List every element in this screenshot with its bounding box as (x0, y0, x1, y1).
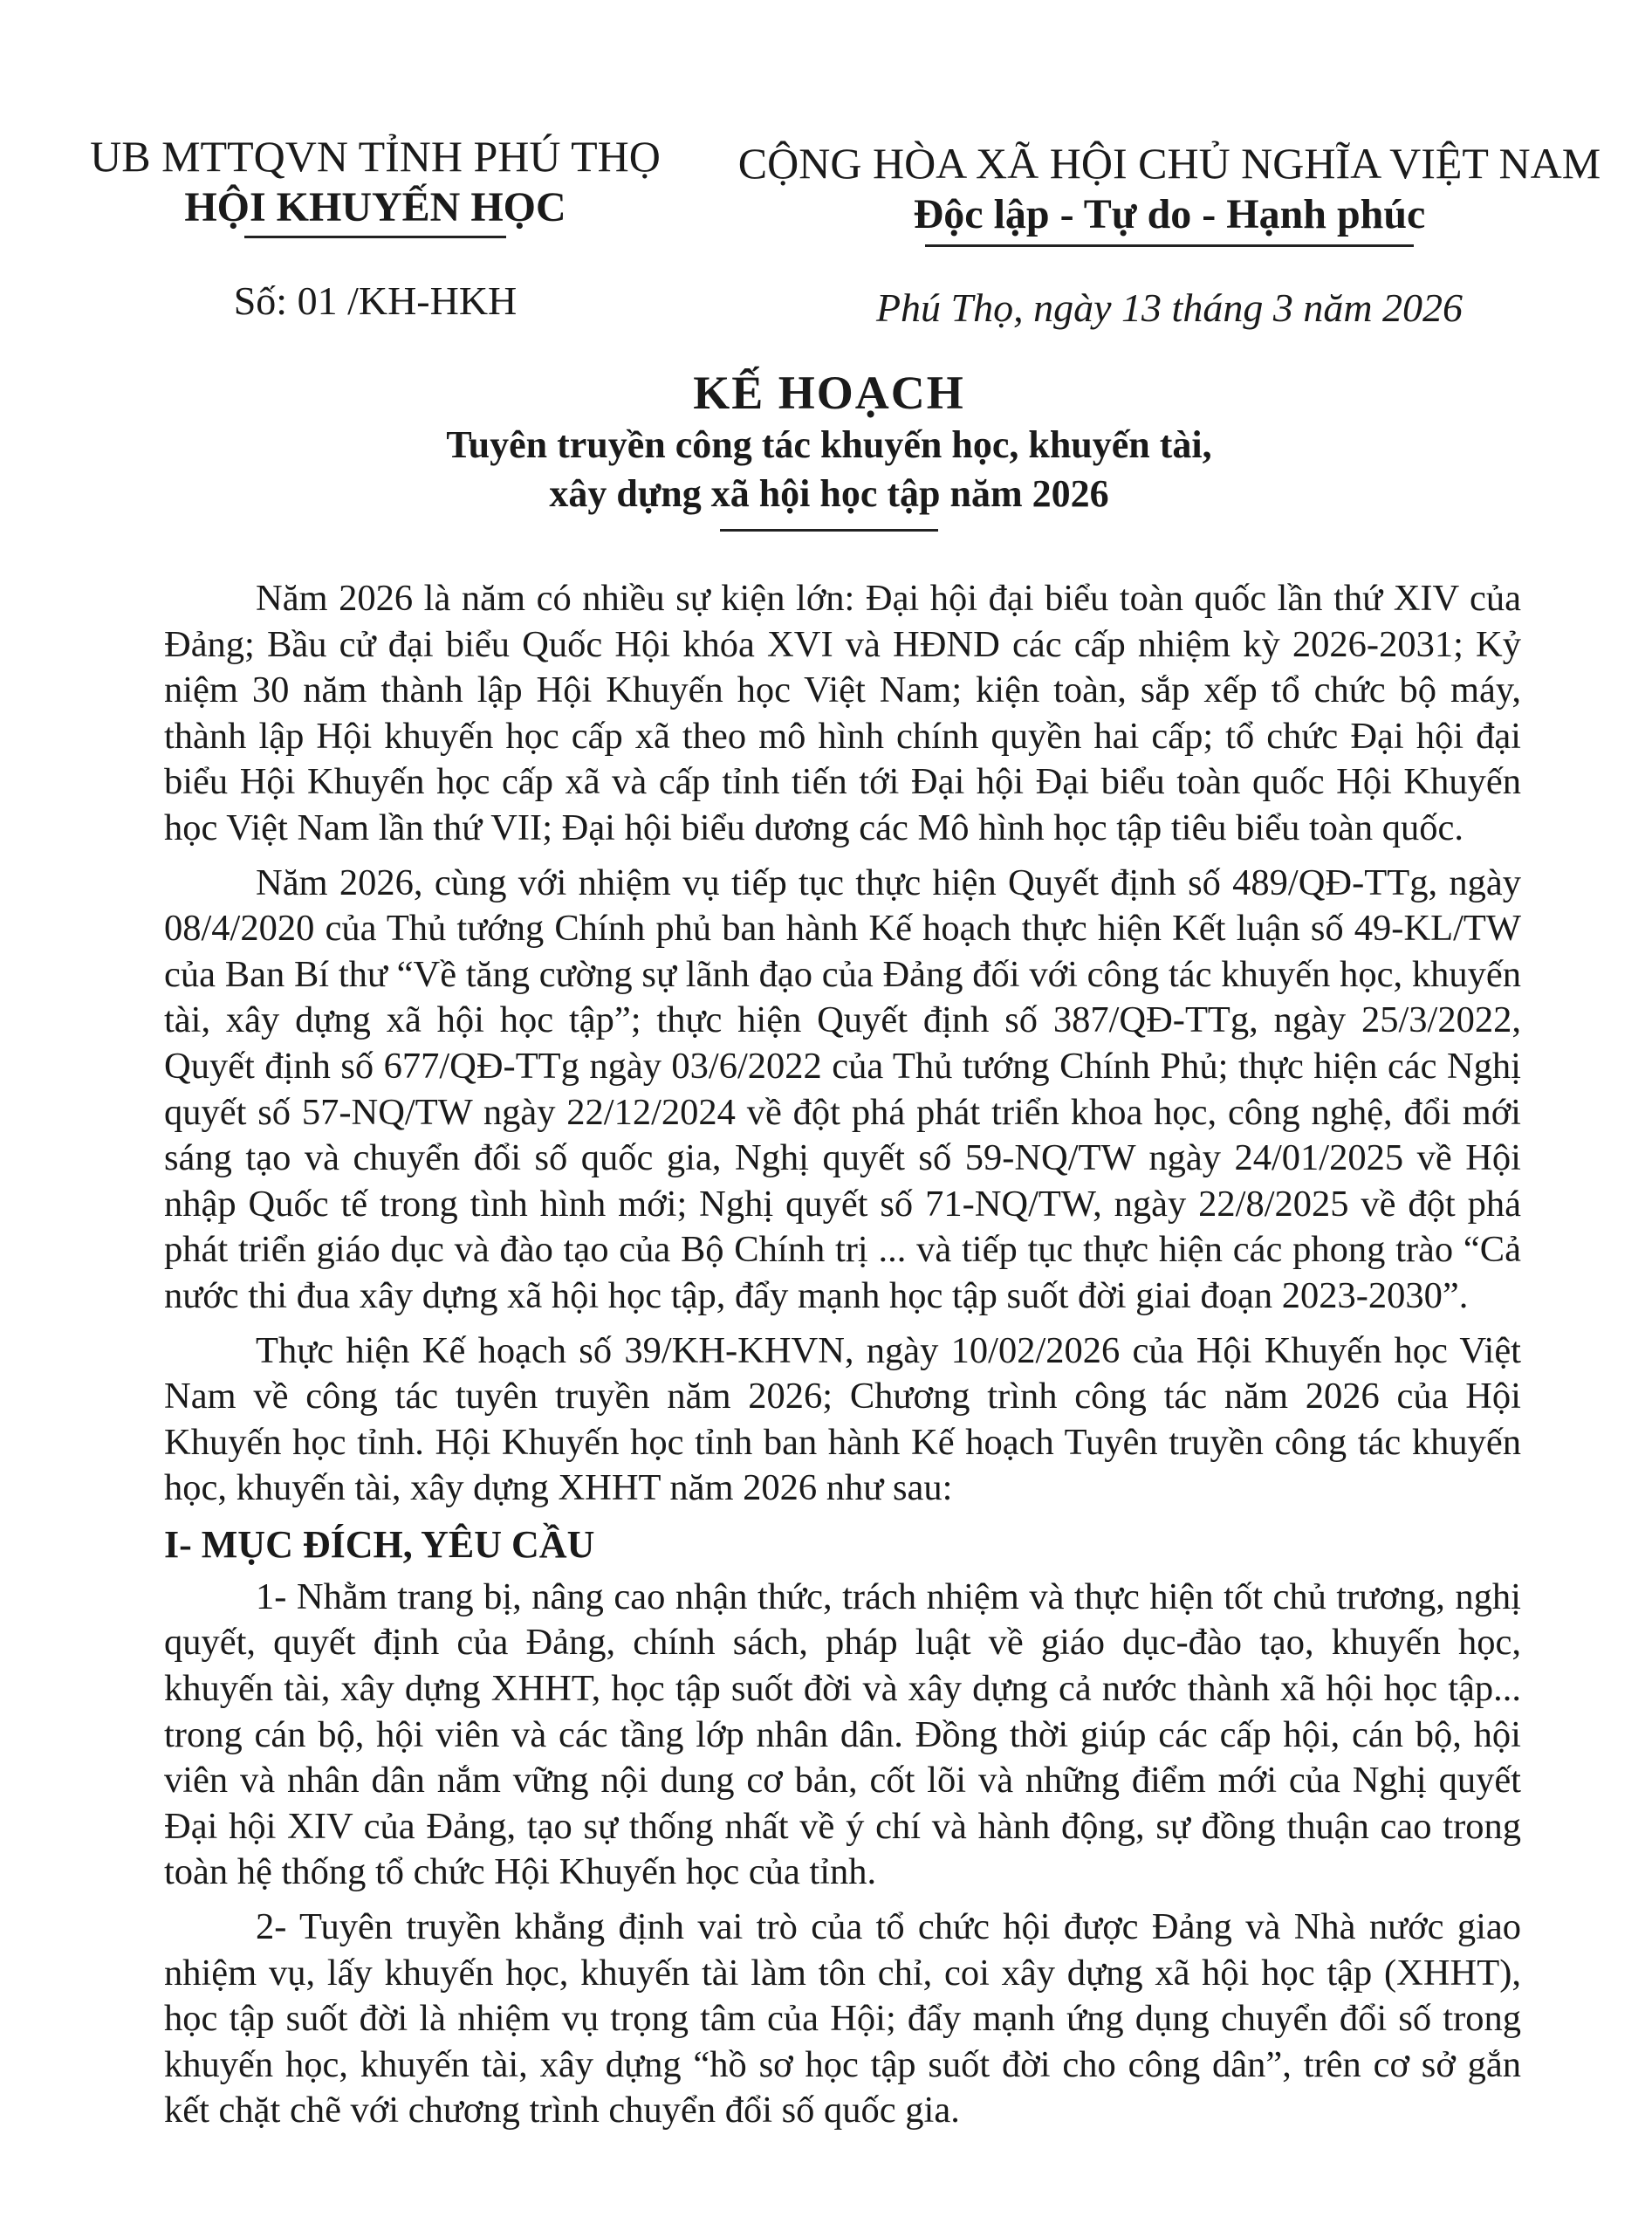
list-item-1: 1- Nhằm trang bị, nâng cao nhận thức, trách nhiệm và thực hiện tốt chủ trương, nghị quyết, quyết định của Đảng, chính sách, pháp luật về giáo dục-đào tạo, khuyến học, khuyến tài, xây dựng XHHT, học tập suốt đời và xây dựng cả nước thành xã hội học tập... trong cán bộ, hội viên và các tầng lớp nhân dân. Đồng thời giúp các cấp hội, cán bộ, hội viên và nhân dân nắm vững nội dung cơ bản, cốt lõi và những điểm mới của Nghị quyết Đại hội XIV của Đảng, tạo sự thống nhất về ý chí và hành động, sự đồng thuận cao trong toàn hệ thống tổ chức Hội Khuyến học của tỉnh. (164, 1575, 1521, 1893)
national-motto: Độc lập - Tự do - Hạnh phúc (913, 191, 1426, 237)
paragraph-context: Năm 2026, cùng với nhiệm vụ tiếp tục thực hiện Quyết định số 489/QĐ-TTg, ngày 08/4/2020 của Thủ tướng Chính phủ ban hành Kế hoạch thực hiện Kết luận số 49-KL/TW của Ban Bí thư “Về tăng cường sự lãnh đạo của Đảng đối với công tác khuyến học, khuyến tài, xây dựng xã hội học tập”; thực hiện Quyết định số 387/QĐ-TTg, ngày 25/3/2022, Quyết định số 677/QĐ-TTg ngày 03/6/2022 của Thủ tướng Chính Phủ; thực hiện các Nghị quyết số 57-NQ/TW ngày 22/12/2024 về đột phá phát triển khoa học, công nghệ, đổi mới sáng tạo và chuyển đổi số quốc gia, Nghị quyết số 59-NQ/TW ngày 24/01/2025 về Hội nhập Quốc tế trong tình hình mới; Nghị quyết số 71-NQ/TW, ngày 22/8/2025 về đột phá phát triển giáo dục và đào tạo của Bộ Chính trị ... và tiếp tục thực hiện các phong trào “Cả nước thi đua xây dựng xã hội học tập, đẩy mạnh học tập suốt đời giai đoạn 2023-2030”. (164, 861, 1521, 1316)
paragraph-intro: Năm 2026 là năm có nhiều sự kiện lớn: Đại hội đại biểu toàn quốc lần thứ XIV của Đảng; Bầu cử đại biểu Quốc Hội khóa XVI và HĐND các cấp nhiệm kỳ 2026-2031; Kỷ niệm 30 năm thành lập Hội Khuyến học Việt Nam; kiện toàn, sắp xếp tổ chức bộ máy, thành lập Hội khuyến học cấp xã theo mô hình chính quyền hai cấp; tổ chức Đại hội đại biểu Hội Khuyến học cấp xã và cấp tỉnh tiến tới Đại hội Đại biểu toàn quốc Hội Khuyến học Việt Nam lần thứ VII; Đại hội biểu dương các Mô hình học tập tiêu biểu toàn quốc. (164, 578, 1521, 848)
title-line-1: Tuyên truyền công tác khuyến học, khuyến tài, (446, 423, 1212, 466)
motto-underline (925, 244, 1414, 247)
title-line-2: xây dựng xã hội học tập năm 2026 (549, 472, 1109, 515)
document-number: Số: 01 /KH-HKH (233, 278, 518, 323)
nation-name: CỘNG HÒA XÃ HỘI CHỦ NGHĨA VIỆT NAM (737, 139, 1601, 188)
document-type-title: KẾ HOẠCH (693, 367, 965, 419)
list-item-2: 2- Tuyên truyền khẳng định vai trò của tổ chức hội được Đảng và Nhà nước giao nhiệm vụ, lấy khuyến học, khuyến tài làm tôn chỉ, coi xây dựng xã hội học tập (XHHT), học tập suốt đời là nhiệm vụ trọng tâm của Hội; đẩy mạnh ứng dụng chuyển đổi số trong khuyến học, khuyến tài, xây dựng “hồ sơ học tập suốt đời cho công dân”, trên cơ sở gắn kết chặt chẽ với chương trình chuyển đổi số quốc gia. (164, 1906, 1521, 2131)
section-heading-purpose: I- MỤC ĐÍCH, YÊU CẦU (164, 1522, 595, 1566)
parent-organization: UB MTTQVN TỈNH PHÚ THỌ (90, 132, 661, 181)
document-title-block (105, 365, 1553, 532)
organization-name: HỘI KHUYẾN HỌC (184, 184, 566, 230)
issuing-agency-block (70, 131, 681, 238)
document-body (164, 576, 1521, 2143)
national-title-block (724, 138, 1614, 247)
agency-underline (244, 236, 506, 238)
paragraph-basis: Thực hiện Kế hoạch số 39/KH-KHVN, ngày 10/02/2026 của Hội Khuyến học Việt Nam về công tác tuyên truyền năm 2026; Chương trình công tác năm 2026 của Hội Khuyến học tỉnh. Hội Khuyến học tỉnh ban hành Kế hoạch Tuyên truyền công tác khuyến học, khuyến tài, xây dựng XHHT năm 2026 như sau: (164, 1329, 1521, 1509)
title-underline (720, 529, 938, 532)
place-date-line: Phú Thọ, ngày 13 tháng 3 năm 2026 (875, 285, 1463, 330)
